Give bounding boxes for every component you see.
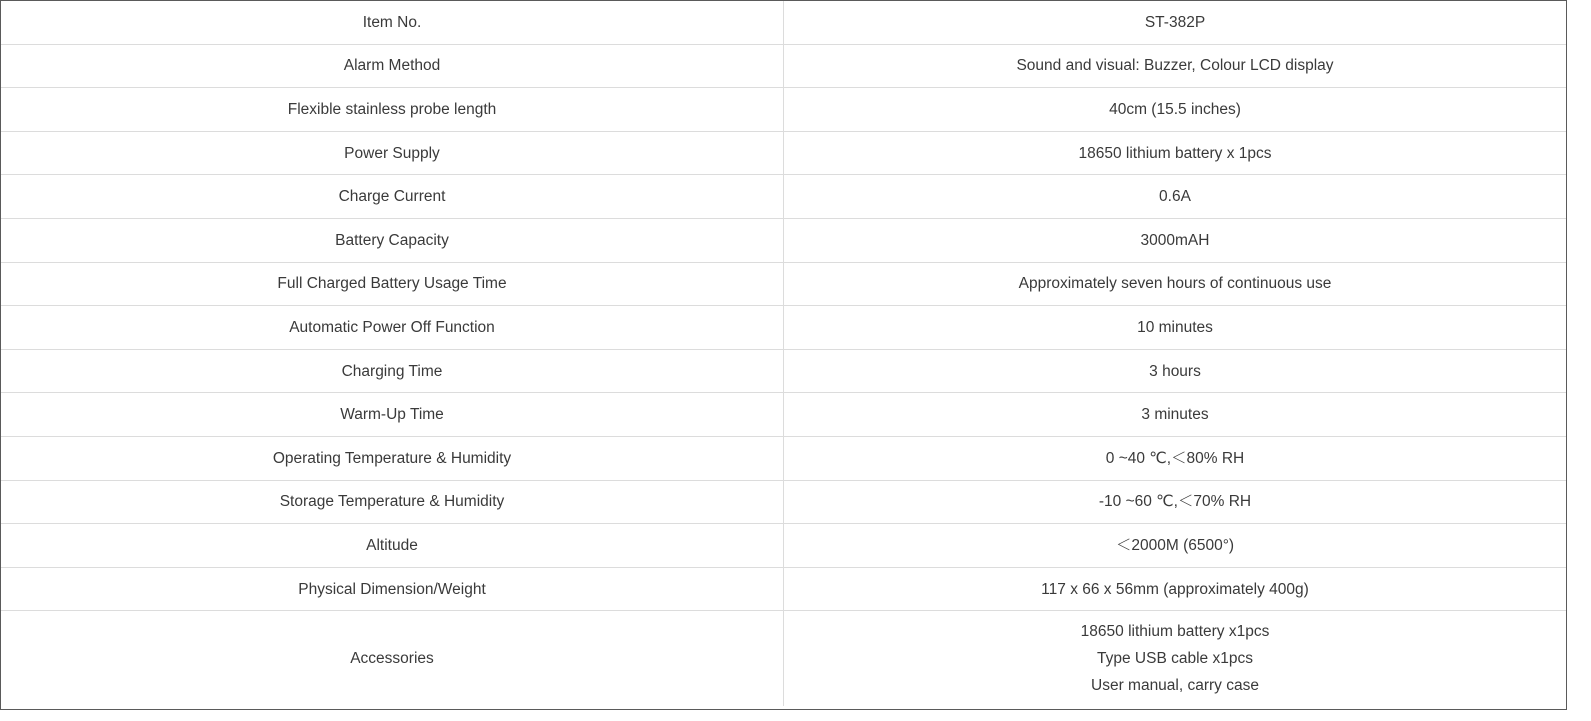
spec-label: Warm-Up Time	[1, 393, 784, 436]
spec-value: 40cm (15.5 inches)	[1109, 100, 1241, 118]
spec-label: Automatic Power Off Function	[1, 306, 784, 349]
spec-label: Storage Temperature & Humidity	[1, 481, 784, 524]
table-row	[1, 393, 1566, 437]
spec-label: Power Supply	[1, 132, 784, 175]
table-row	[1, 1, 1566, 45]
spec-value: Sound and visual: Buzzer, Colour LCD display	[1016, 57, 1334, 75]
table-row	[1, 263, 1566, 307]
spec-label: Flexible stainless probe length	[1, 88, 784, 131]
accessory-item: User manual, carry case	[1091, 677, 1259, 695]
spec-label: Altitude	[1, 524, 784, 567]
table-row	[1, 524, 1566, 568]
spec-value: 18650 lithium battery x 1pcs	[1078, 144, 1272, 162]
table-row	[1, 219, 1566, 263]
table-row	[1, 481, 1566, 525]
table-row	[1, 306, 1566, 350]
spec-value: Approximately seven hours of continuous use	[1018, 275, 1332, 293]
spec-label: Item No.	[1, 1, 784, 44]
spec-value: -10 ~60 ℃,＜70% RH	[1098, 493, 1252, 511]
spec-label: Full Charged Battery Usage Time	[1, 263, 784, 306]
spec-value: 3 hours	[1149, 362, 1201, 380]
accessory-item: Type USB cable x1pcs	[1097, 650, 1253, 668]
spec-label: Charging Time	[1, 350, 784, 393]
table-row-accessories	[1, 611, 1566, 706]
spec-value: 0 ~40 ℃,＜80% RH	[1105, 449, 1245, 467]
spec-label: Charge Current	[1, 175, 784, 218]
table-row	[1, 175, 1566, 219]
accessory-item: 18650 lithium battery x1pcs	[1080, 623, 1270, 641]
table-row	[1, 45, 1566, 89]
spec-label: Alarm Method	[1, 45, 784, 88]
spec-value: ＜2000M (6500°)	[1115, 536, 1235, 554]
spec-value: 117 x 66 x 56mm (approximately 400g)	[1041, 580, 1309, 598]
accessories-list	[784, 611, 1566, 706]
spec-value: 3 minutes	[1141, 406, 1209, 424]
spec-label: Battery Capacity	[1, 219, 784, 262]
spec-label: Physical Dimension/Weight	[1, 568, 784, 611]
table-row	[1, 132, 1566, 176]
spec-label: Accessories	[1, 611, 784, 706]
table-row	[1, 350, 1566, 394]
table-row	[1, 568, 1566, 612]
spec-value: ST-382P	[1144, 13, 1206, 31]
spec-value: 3000mAH	[1140, 231, 1210, 249]
table-row	[1, 437, 1566, 481]
spec-label: Operating Temperature & Humidity	[1, 437, 784, 480]
spec-value: 10 minutes	[1137, 318, 1213, 336]
spec-value: 0.6A	[1159, 188, 1191, 206]
table-row	[1, 88, 1566, 132]
